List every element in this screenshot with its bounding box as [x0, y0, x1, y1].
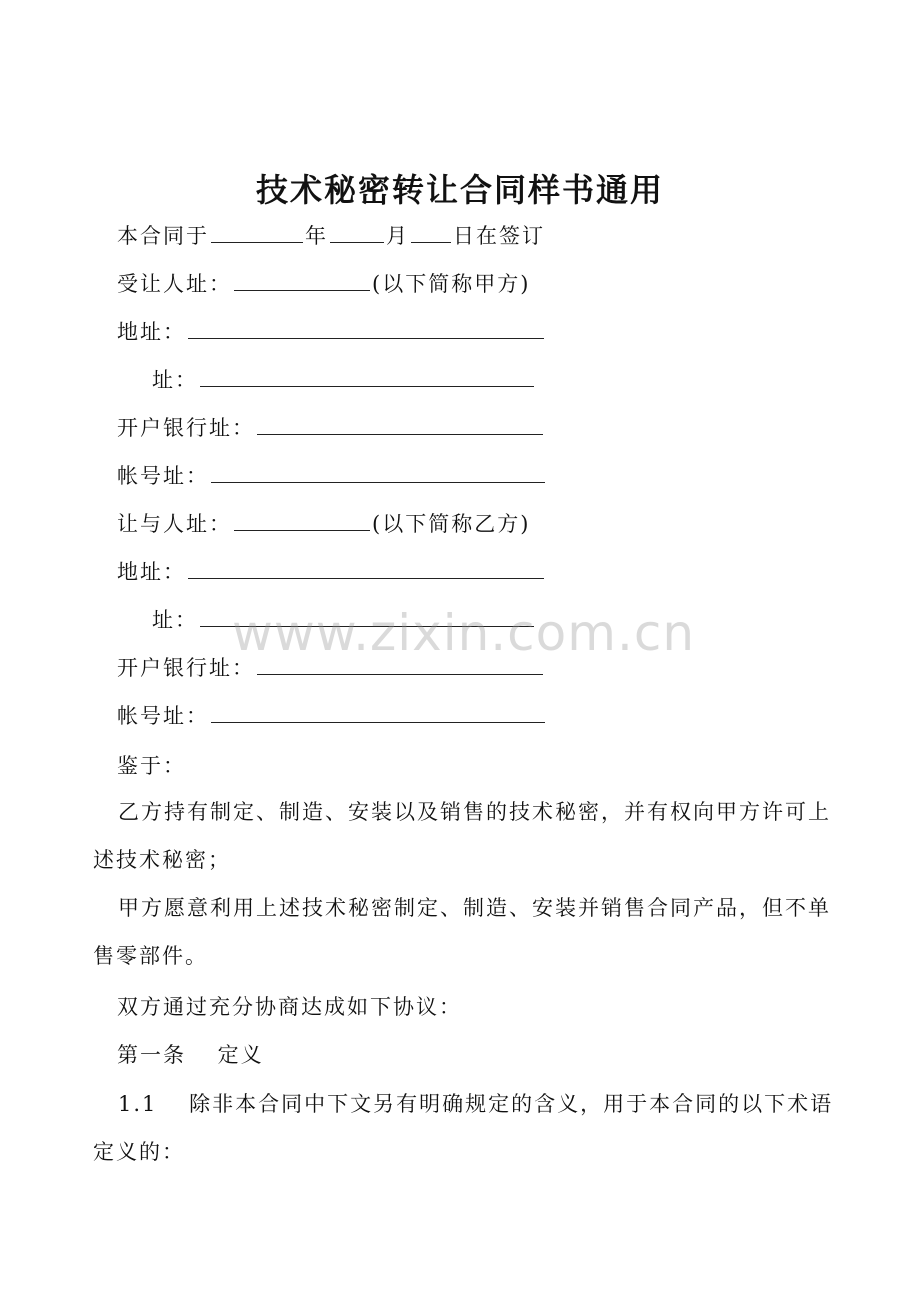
- party-a-account-label: 帐号址：: [117, 464, 209, 488]
- party-a-bank-line: [117, 414, 545, 442]
- party-b-name-label: 让与人址：: [117, 512, 232, 536]
- date-line: [117, 222, 545, 250]
- month-label: 月: [386, 224, 409, 248]
- recital-paragraph-2: 甲方愿意利用上述技术秘密制定、制造、安装并销售合同产品，但不单售零部件。: [93, 896, 831, 968]
- party-b-account-label: 帐号址：: [117, 704, 209, 728]
- party-a-address-line: [117, 318, 546, 346]
- party-b-address-label: 地址：: [117, 560, 186, 584]
- party-b-name-blank[interactable]: [234, 510, 370, 531]
- party-b-addr2-blank[interactable]: [200, 606, 534, 627]
- party-b-addr2-line: [152, 606, 536, 634]
- year-label: 年: [305, 224, 328, 248]
- recital-paragraph-1: 乙方持有制定、制造、安装以及销售的技术秘密，并有权向甲方许可上述技术秘密；: [93, 800, 831, 872]
- party-a-bank-blank[interactable]: [257, 414, 543, 435]
- clause-1-1: 1.1 除非本合同中下文另有明确规定的含义，用于本合同的以下术语定义的：: [93, 1092, 834, 1164]
- year-blank[interactable]: [211, 222, 303, 243]
- party-b-address-blank[interactable]: [188, 558, 544, 579]
- watermark: www.zixin.com.cn: [232, 604, 696, 662]
- party-b-name-note: (以下简称乙方): [372, 512, 531, 536]
- whereas-label: 鉴于：: [117, 754, 186, 778]
- party-b-account-line: [117, 702, 547, 730]
- party-b-bank-blank[interactable]: [257, 654, 543, 675]
- party-b-account-blank[interactable]: [211, 702, 545, 723]
- article-1-heading: 第一条 定义: [117, 1043, 264, 1067]
- party-a-name-blank[interactable]: [234, 270, 370, 291]
- party-a-address-blank[interactable]: [188, 318, 544, 339]
- party-a-account-blank[interactable]: [211, 462, 545, 483]
- party-a-addr2-blank[interactable]: [200, 366, 534, 387]
- day-blank[interactable]: [411, 222, 451, 243]
- party-a-addr2-line: [152, 366, 536, 394]
- agreement-line: 双方通过充分协商达成如下协议：: [117, 995, 462, 1019]
- document-title: 技术秘密转让合同样书通用: [255, 171, 664, 209]
- party-a-bank-label: 开户银行址：: [117, 416, 255, 440]
- date-prefix: 本合同于: [117, 224, 209, 248]
- party-a-name-label: 受让人址：: [117, 272, 232, 296]
- party-a-name-line: [117, 270, 530, 298]
- party-b-addr2-label: 址：: [152, 608, 198, 632]
- party-a-address-label: 地址：: [117, 320, 186, 344]
- date-suffix: 日在签订: [453, 224, 545, 248]
- party-b-address-line: [117, 558, 546, 586]
- party-a-addr2-label: 址：: [152, 368, 198, 392]
- party-b-name-line: [117, 510, 530, 538]
- party-b-bank-label: 开户银行址：: [117, 656, 255, 680]
- month-blank[interactable]: [330, 222, 384, 243]
- party-b-bank-line: [117, 654, 545, 682]
- party-a-account-line: [117, 462, 547, 490]
- party-a-name-note: (以下简称甲方): [372, 272, 531, 296]
